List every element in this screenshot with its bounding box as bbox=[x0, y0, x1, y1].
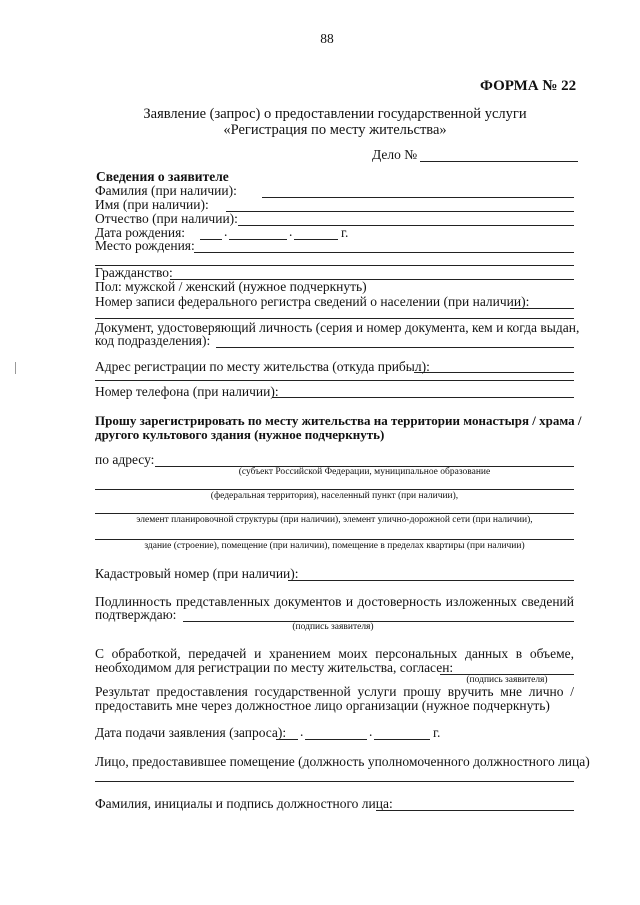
submission-year-suffix: г. bbox=[433, 725, 441, 740]
registry-number-field-2[interactable] bbox=[95, 318, 574, 319]
patronymic-label: Отчество (при наличии): bbox=[95, 211, 238, 226]
request-line1: Прошу зарегистрировать по месту жительства на территории монастыря / храма / bbox=[95, 413, 582, 428]
premises-provider-field[interactable] bbox=[95, 781, 574, 782]
birth-day-field[interactable] bbox=[200, 239, 222, 240]
submission-year-field[interactable] bbox=[374, 739, 430, 740]
id-document-field[interactable] bbox=[216, 347, 574, 348]
case-number-label: Дело № bbox=[372, 147, 418, 162]
previous-address-label: Адрес регистрации по месту жительства (откуда прибыл): bbox=[95, 359, 430, 374]
sex-label: Пол: мужской / женский (нужное подчеркнуть) bbox=[95, 279, 367, 294]
name-field[interactable] bbox=[226, 211, 574, 212]
surname-label: Фамилия (при наличии): bbox=[95, 183, 237, 198]
consent-signature-hint: (подпись заявителя) bbox=[466, 675, 548, 685]
birth-year-suffix: г. bbox=[341, 225, 349, 240]
official-signature-label: Фамилия, инициалы и подпись должностного лица: bbox=[95, 796, 393, 811]
registry-number-field[interactable] bbox=[510, 308, 574, 309]
consent-line2: необходимом для регистрации по месту жительства, согласен: bbox=[95, 660, 454, 675]
citizenship-label: Гражданство: bbox=[95, 265, 173, 280]
previous-address-field-2[interactable] bbox=[95, 380, 574, 381]
birth-date-sep2: . bbox=[289, 224, 293, 239]
submission-day-field[interactable] bbox=[276, 739, 298, 740]
phone-label: Номер телефона (при наличии): bbox=[95, 384, 279, 399]
name-label: Имя (при наличии): bbox=[95, 197, 209, 212]
submission-date-sep2: . bbox=[369, 724, 373, 739]
form-title-line1: Заявление (запрос) о предоставлении государственной услуги bbox=[143, 106, 527, 122]
previous-address-field[interactable] bbox=[414, 372, 574, 373]
consent-line1: С обработкой, передачей и хранением моих персональных данных в объеме, bbox=[95, 646, 574, 661]
address-field-2[interactable] bbox=[95, 489, 574, 490]
cadastral-number-field[interactable] bbox=[288, 580, 574, 581]
form-title-line2: «Регистрация по месту жительства» bbox=[223, 122, 447, 138]
address-hint-1: (субъект Российской Федерации, муниципальное образование bbox=[238, 467, 491, 477]
address-hint-4: здание (строение), помещение (при наличии), помещение в пределах квартиры (при наличии) bbox=[144, 541, 525, 551]
authenticity-line2: подтверждаю: bbox=[95, 607, 177, 622]
address-label: по адресу: bbox=[95, 452, 155, 467]
submission-month-field[interactable] bbox=[305, 739, 367, 740]
address-hint-2: (федеральная территория), населенный пункт (при наличии), bbox=[210, 491, 459, 501]
registry-number-label: Номер записи федерального регистра сведений о населении (при наличии): bbox=[95, 294, 530, 309]
submission-date-label: Дата подачи заявления (запроса): bbox=[95, 725, 287, 740]
authenticity-line1: Подлинность представленных документов и достоверность изложенных сведений bbox=[95, 594, 574, 609]
page-number: 88 bbox=[320, 31, 334, 46]
birth-date-label: Дата рождения: bbox=[95, 225, 186, 240]
phone-field[interactable] bbox=[272, 397, 574, 398]
request-line2: другого культового здания (нужное подчеркнуть) bbox=[95, 427, 385, 442]
address-field-4[interactable] bbox=[95, 539, 574, 540]
id-document-label-line1: Документ, удостоверяющий личность (серия и номер документа, кем и когда выдан, bbox=[95, 320, 580, 335]
birth-place-label: Место рождения: bbox=[95, 238, 195, 253]
authenticity-signature-hint: (подпись заявителя) bbox=[292, 622, 374, 632]
birth-place-field[interactable] bbox=[194, 252, 574, 253]
official-signature-field[interactable] bbox=[376, 810, 574, 811]
address-hint-3: элемент планировочной структуры (при наличии), элемент улично-дорожной сети (при наличии), bbox=[136, 515, 533, 525]
surname-field[interactable] bbox=[262, 197, 574, 198]
result-line1: Результат предоставления государственной услуги прошу вручить мне лично / bbox=[95, 684, 574, 699]
scan-margin-mark bbox=[15, 362, 16, 374]
id-document-label-line2: код подразделения): bbox=[95, 333, 211, 348]
birth-month-field[interactable] bbox=[229, 239, 287, 240]
address-field-3[interactable] bbox=[95, 513, 574, 514]
result-line2: предоставить мне через должностное лицо организации (нужное подчеркнуть) bbox=[95, 698, 550, 713]
applicant-heading: Сведения о заявителе bbox=[96, 169, 229, 184]
form-number: ФОРМА № 22 bbox=[480, 78, 577, 94]
case-number-field[interactable] bbox=[420, 161, 578, 162]
birth-year-field[interactable] bbox=[294, 239, 338, 240]
cadastral-number-label: Кадастровый номер (при наличии): bbox=[95, 566, 299, 581]
submission-date-sep1: . bbox=[300, 724, 304, 739]
birth-date-sep1: . bbox=[224, 224, 228, 239]
premises-provider-label: Лицо, предоставившее помещение (должность уполномоченного должностного лица) bbox=[95, 754, 590, 769]
